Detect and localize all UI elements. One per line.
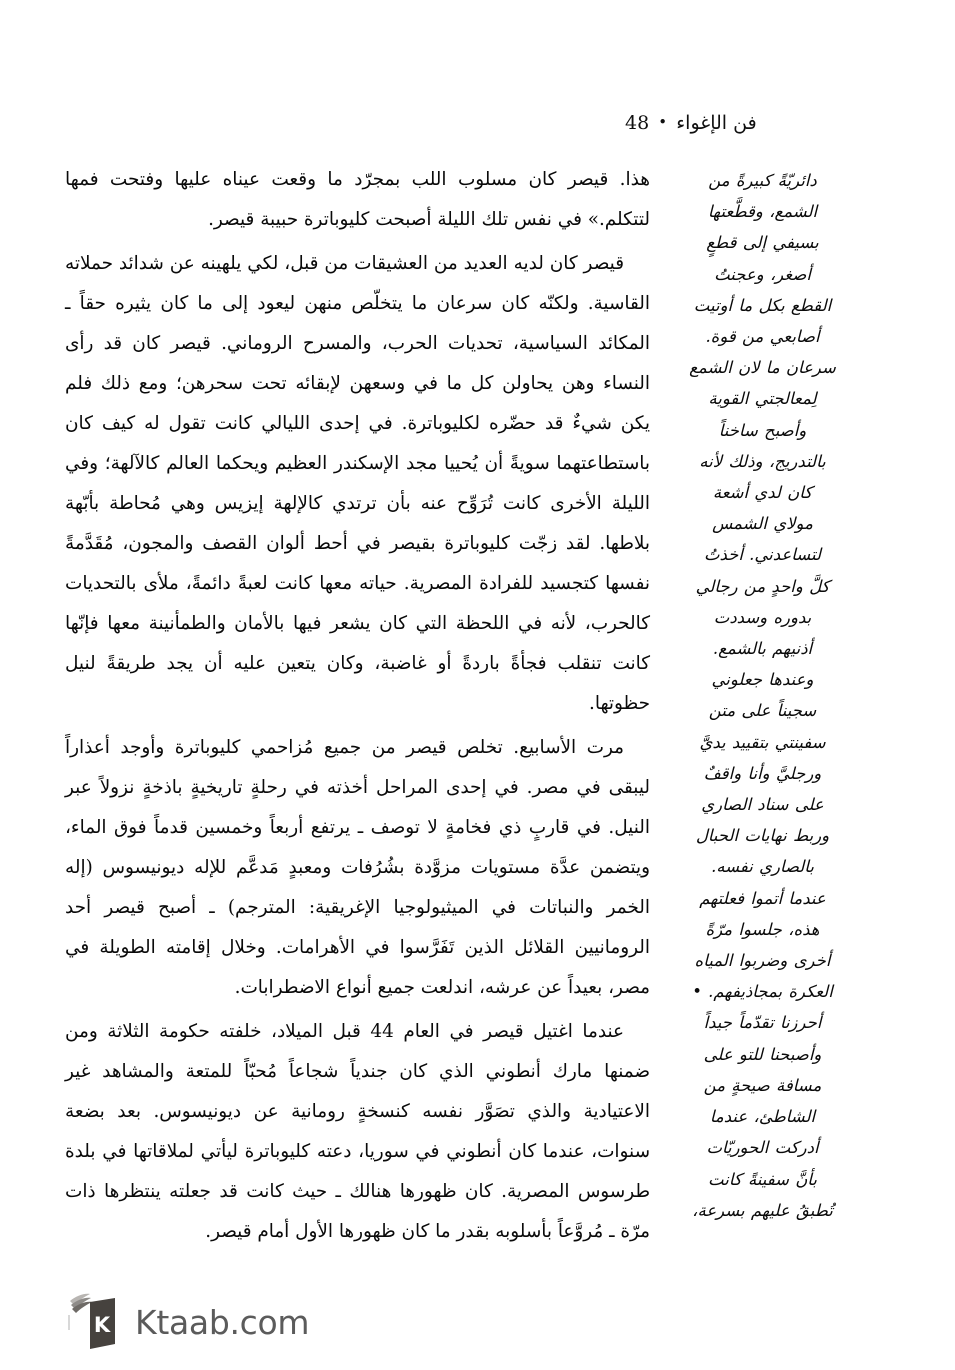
- quote-line: سرعان ما لان الشمع: [689, 358, 836, 378]
- quote-line: القطع بكل ما أوتيت: [693, 295, 832, 315]
- quote-line: كان لدي أشعة: [712, 483, 813, 503]
- paragraph: عندما اغتيل قيصر في العام 44 قبل الميلاد، خلفته حكومة الثلاثة ومن ضمنها مارك أنطوني الذي كان جندياً شجاعاً مُحبّاً للمتعة والمشاهد غير الاعتيادية والذي تصَوَّر نفسه كنسخةٍ رومانية عن ديونيسوس. بعد بضعة سنوات، عندما كان أنطوني في سوريا، دعته كليوباترة ليأتي لملاقاتها في بلدة طرسوس المصرية. كان ظهورها هنالك ـ حيث كانت قد جعلته ينتظرها ذات مرّة ـ مُروَّعاً بأسلوبه بقدر ما كان ظهورها الأول أمام قيصر.: [65, 1021, 650, 1242]
- quote-line: بأنَّ سفينةً كانت: [708, 1169, 817, 1189]
- quote-line: مسافة صيحةٍ من: [703, 1075, 822, 1095]
- quote-line-with-bullet: العكرة بمجاذيفهم. •: [692, 982, 833, 1002]
- page-body: [65, 160, 855, 1260]
- ktaab-book-icon: [68, 1292, 122, 1352]
- quote-line: أدركت الحوريّات: [706, 1138, 819, 1158]
- quote-line: بدوره وسددت: [713, 607, 812, 627]
- quote-line: وأصبح ساخناً: [718, 420, 807, 440]
- quote-line: دائريّةً كبيرةً من: [708, 171, 817, 190]
- quote-line: مولاي الشمس: [712, 514, 813, 534]
- quote-line: الشاطئ، عندما: [709, 1107, 816, 1127]
- watermark-brand: Ktaab.com: [135, 1302, 310, 1342]
- quote-line: وأصبحنا للتو على: [703, 1044, 822, 1064]
- quote-line: أخرى وضربوا المياه: [694, 951, 831, 971]
- running-head-separator: •: [658, 113, 668, 131]
- quote-line: تُطبقُ عليهم بسرعة،: [692, 1200, 833, 1220]
- quote-line: سجيناً على متن: [708, 701, 817, 721]
- quote-line: أذنيهم بالشمع.: [712, 639, 813, 659]
- quote-line: بسيفي إلى قطعٍ: [706, 233, 819, 253]
- paragraph: قيصر كان لديه العديد من العشيقات من قبل، لكي يلهينه عن شدائد حملاته القاسية. ولكنّه كان سرعان ما يتخلّص منهن ليعود إلى ما كان يثيره حقاً ـ المكائد السياسية، تحديات الحرب، والمسرح الروماني. قيصر كان قد رأى النساء وهن يحاولن كل ما في وسعهن لإبقائه تحت سحرهن؛ ومع ذلك فلم يكن شيءٌ قد حضّره لكليوباترة. في إحدى الليالي كانت تقول له كيف كان باستطاعتهما سويةً أن يُحييا مجد الإسكندر العظيم ويحكما العالم كالآلهة؛ وفي الليلة الأخرى كانت تُرَوِّح عنه بأن ترتدي كالإلهة إيزيس وهي مُحاطة بأبّهة بلاطها. لقد زجّت كليوباترة بقيصر في أحط ألوان القصف والمجون، مُقَدَّمةً نفسها كتجسيد للفرادة المصرية. حياته معها كانت لعبةً دائمةً، ملأى بالتحديات كالحرب، لأنه في اللحظة التي كان يشعر فيها بالأمان والطمأنينة معها فإنّها كانت تنقلب فجأةً باردةً أو غاضبة، وكان يتعين عليه أن يجد طريقةً لنيل حظوتها.: [65, 253, 650, 714]
- running-head: [625, 112, 855, 134]
- quote-line: كلَّ واحدٍ من رجالي: [695, 576, 830, 596]
- quote-line: وربط نهايات الحبال: [695, 826, 830, 846]
- quote-line: سفينتي بتقييد يديَّ: [699, 732, 826, 752]
- paragraph: مرت الأسابيع. تخلص قيصر من جميع مُزاحمي كليوباترة وأوجد أعذاراً ليبقى في مصر. في إحدى المراحل أخذته في رحلةٍ تاريخيةٍ باذخةٍ نزولاً عبر النيل. في قاربٍ ذي فخامةٍ لا توصف ـ يرتفع أربعاً وخمسين قدماً فوق الماء، ويتضمن عدَّة مستويات مزوَّدة بشُرُفات ومعبدٍ مَدعَّم للإله ديونيسوس (إله الخمر والنباتات في الميثيولوجيا الإغريقية: المترجم) ـ أصبح قيصر أحد الرومانيين القلائل الذين تَفَرَّسوا في الأهرامات. وخلال إقامته الطويلة في مصر، بعيداً عن عرشه، اندلعت جميع أنواع الاضطرابات.: [65, 737, 650, 998]
- quote-line: ورجليَّ وأنا واقفٌ: [703, 763, 822, 783]
- quote-line: وعندها جعلوني: [711, 670, 814, 690]
- main-text-column: [65, 160, 650, 1252]
- quote-line: هذه، جلسوا مرّةً: [705, 919, 820, 939]
- quote-line: بالصاري نفسه.: [711, 857, 814, 877]
- running-head-title: فن الإغواء: [676, 112, 757, 134]
- quote-line: على سناد الصاري: [701, 795, 824, 815]
- margin-quote-column: [670, 165, 855, 1226]
- quote-line: أصغر، وعجنتُ: [714, 264, 811, 284]
- quote-line: أحرزنا تقدّماً جيداً: [703, 1013, 822, 1033]
- paragraph: هذا. قيصر كان مسلوب اللب بمجرّد ما وقعت عيناه عليها وفتحت فمها لتتكلم.» في نفس تلك الليلة أصبحت كليوباترة حبيبة قيصر.: [65, 169, 650, 230]
- quote-line: بالتدريج، وذلك لأنه: [699, 451, 826, 471]
- quote-line: لِمعالجتي القوية: [708, 389, 817, 409]
- quote-line: الشمع، وقطَّعتها: [707, 202, 818, 222]
- site-watermark: [68, 1292, 309, 1352]
- svg-text:K: K: [93, 1313, 111, 1337]
- quote-line: لتساعدني. أخذتُ: [703, 545, 822, 565]
- quote-line: أصابعي من قوة.: [705, 327, 820, 347]
- page-number: 48: [625, 112, 650, 134]
- quote-line: عندما أتموا فعلتهم: [699, 888, 826, 908]
